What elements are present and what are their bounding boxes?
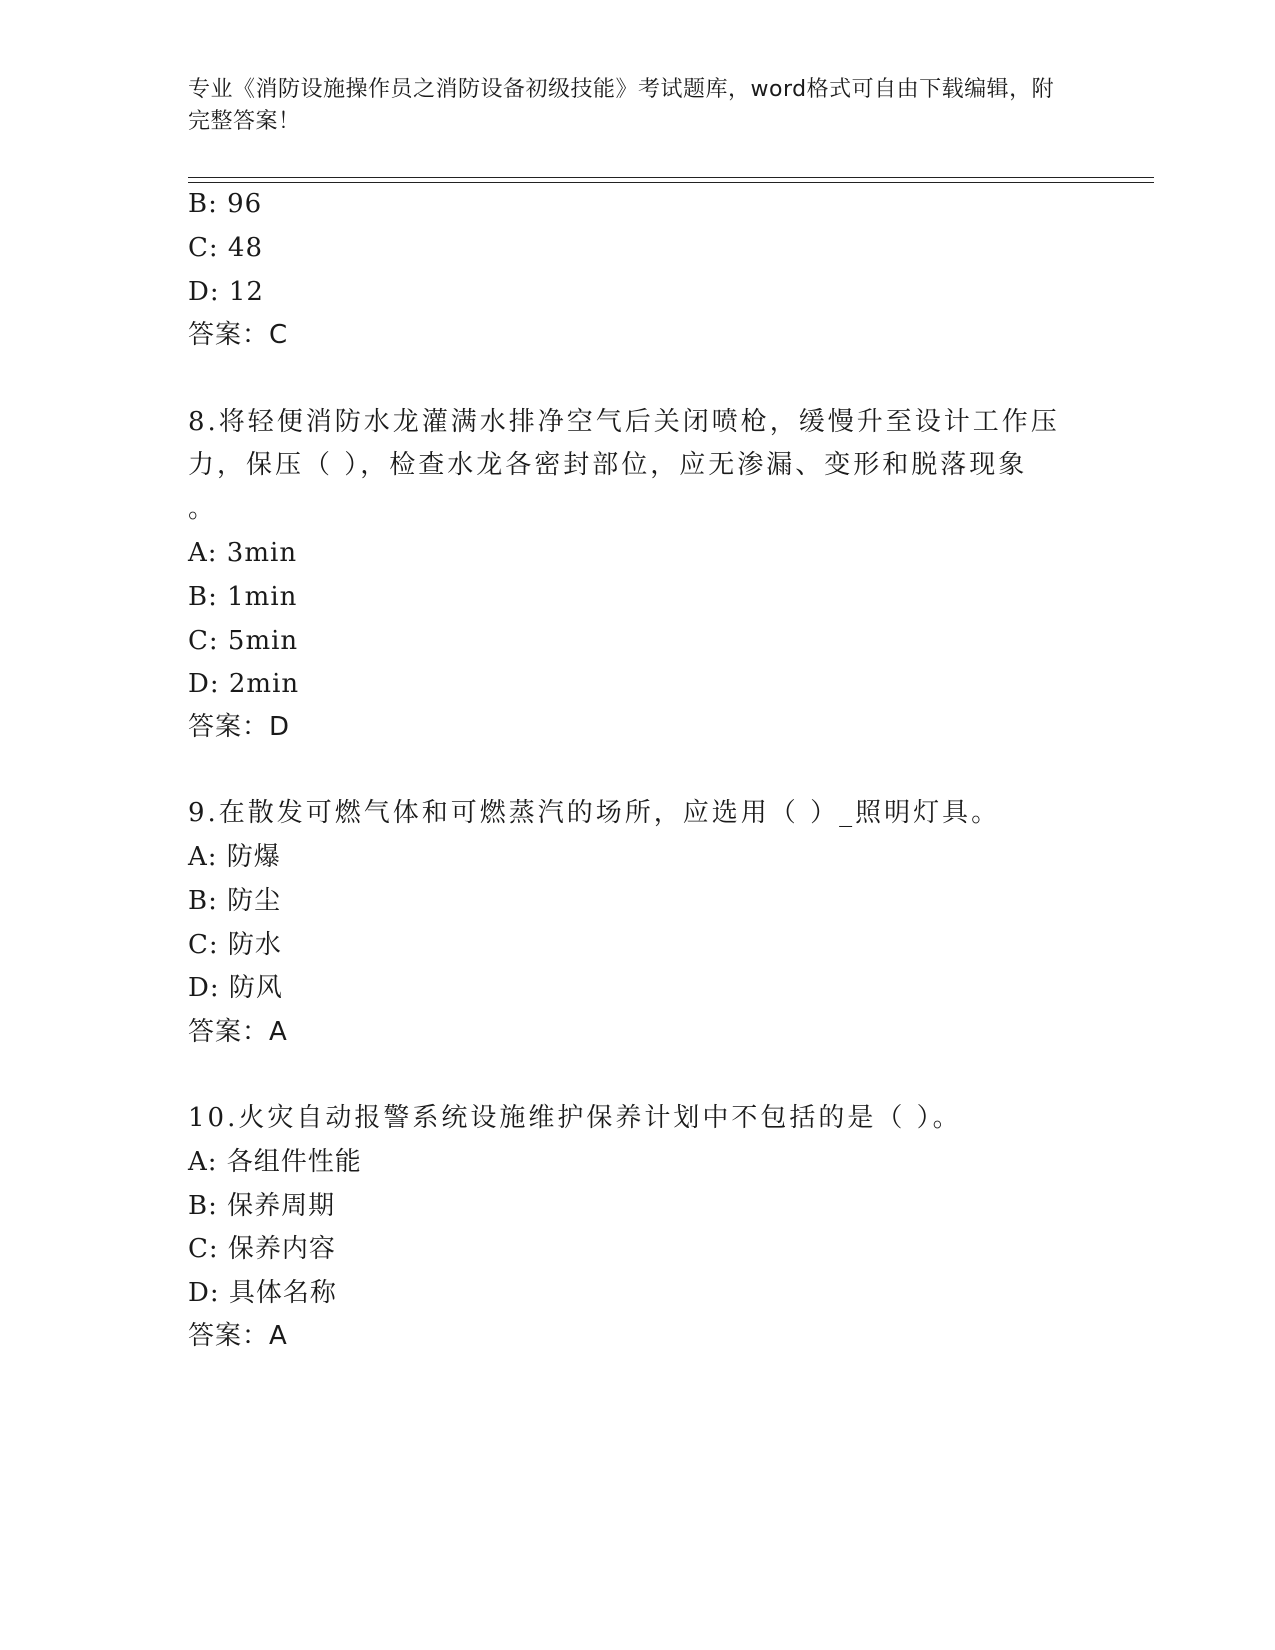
q9-option-d: D: 防风 [188, 973, 283, 1003]
q9-question: 9.在散发可燃气体和可燃蒸汽的场所，应选用（ ）_照明灯具。 [188, 798, 1001, 828]
q7-option-d: D: 12 [188, 277, 264, 307]
q10-option-a: A: 各组件性能 [188, 1147, 362, 1177]
q7-answer: 答案：C [188, 320, 289, 350]
q8-option-c: C: 5min [188, 626, 299, 656]
header-rule-bottom [188, 182, 1154, 183]
q8-question-line-3: 。 [188, 494, 216, 524]
q10-option-b: B: 保养周期 [188, 1191, 336, 1221]
q7-option-c: C: 48 [188, 233, 264, 263]
q8-question-line-1: 8.将轻便消防水龙灌满水排净空气后关闭喷枪，缓慢升至设计工作压 [188, 407, 1060, 437]
q9-option-c: C: 防水 [188, 930, 282, 960]
q8-answer: 答案：D [188, 712, 291, 742]
q8-option-b: B: 1min [188, 582, 298, 612]
q10-question: 10.火灾自动报警系统设施维护保养计划中不包括的是（ ）。 [188, 1103, 962, 1133]
q9-answer: 答案：A [188, 1017, 288, 1047]
document-header: 专业《消防设施操作员之消防设备初级技能》考试题库，word格式可自由下载编辑，附完整答案！ [188, 77, 1055, 134]
q8-option-a: A: 3min [188, 538, 298, 568]
q8-option-d: D: 2min [188, 669, 300, 699]
q10-option-d: D: 具体名称 [188, 1278, 337, 1308]
q9-option-b: B: 防尘 [188, 886, 282, 916]
q7-option-b: B: 96 [188, 189, 263, 219]
q8-question-line-2: 力，保压（ ），检查水龙各密封部位，应无渗漏、变形和脱落现象 [188, 450, 1028, 480]
q10-option-c: C: 保养内容 [188, 1234, 336, 1264]
q9-option-a: A: 防爆 [188, 842, 281, 872]
header-rule-top [188, 177, 1154, 178]
q10-answer: 答案：A [188, 1321, 288, 1351]
